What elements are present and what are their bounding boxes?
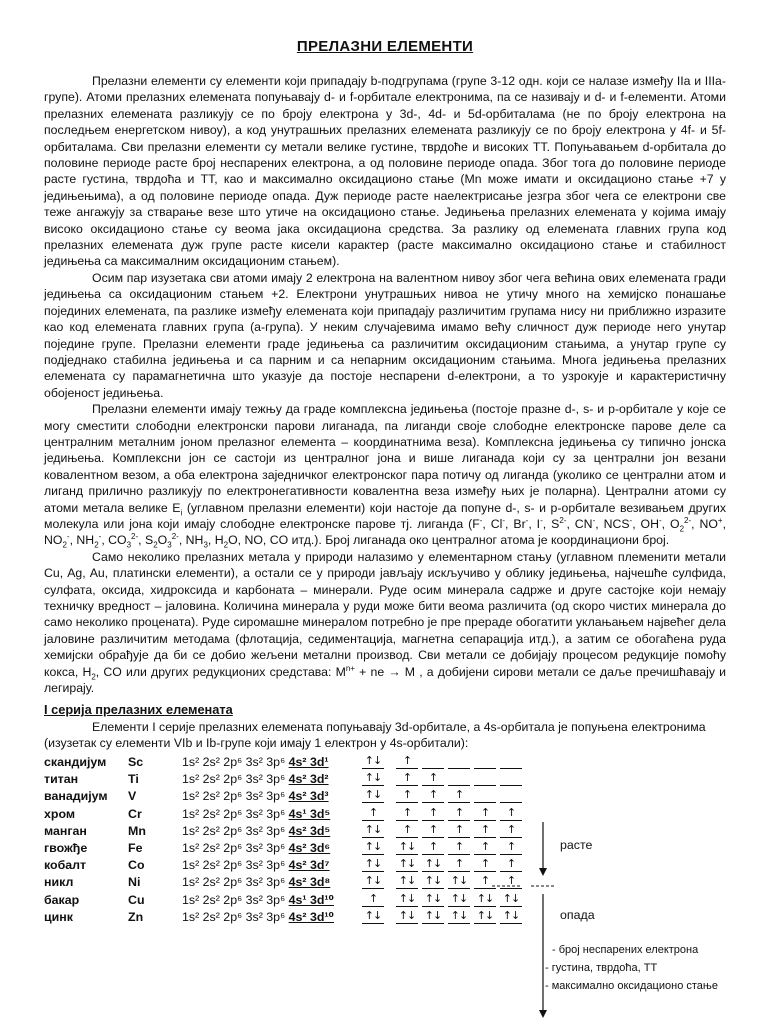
- orbital-diagram: [362, 755, 526, 769]
- orbital-3d: [474, 772, 496, 786]
- config-valence: 4s² 3d⁸: [288, 875, 331, 890]
- orbital-3d: ↑: [448, 841, 470, 855]
- electron-configuration: [182, 789, 362, 803]
- trend-down-arrowhead: [539, 1010, 547, 1018]
- element-row: [44, 908, 726, 925]
- page-title: ПРЕЛАЗНИ ЕЛЕМЕНТИ: [296, 38, 474, 55]
- electron-configuration: [182, 875, 362, 889]
- config-valence: 4s² 3d²: [288, 772, 329, 787]
- element-symbol: V: [128, 789, 137, 804]
- orbital-3d: ↑↓: [474, 893, 496, 907]
- element-name: скандијум: [44, 755, 107, 770]
- orbital-4s: ↑↓: [362, 841, 384, 855]
- element-symbol: Zn: [128, 909, 144, 924]
- electron-configuration: [182, 909, 362, 924]
- element-row: [44, 874, 726, 891]
- paragraph-complexes: Прелазни елементи имају тежњу да граде комплексна једињења (постоје празне d-, s- и p-орбитале у које се могу сместити слободни електронски парови лиганада, па лиганди своје слободне електронске парове деле са централним металним јоном прелазног елемента – координатнима веза). Комплексна једињења су типично јонска једињења. Комплексни јон се састоји из централног јона и више лиганада који су за централни јон везани ковалентном везом, а оба електрона заједничког електронског пара потичу од лиганда (уколико се централни атом и лиганд прилично разликују по електронегативности ковалентна веза између њих је поларна). Централни атоми су атоми метала велике $E_i$ (углавном прелазни елементи) који настоје да попуне d-, s- и p-орбитале везивањем других молекула или јона који имају слободне електронске парове тј. лиганда (F-, Cl-, Br-, I-, $S^{2-}$, CN-, NCS-, OH-, $O_2^{2-}$, NO+, $NO_2^-$, $NH_2^-$, $CO_3^{2-}$, $S_2O_3^{2-}$, $NH_3$, $H_2O$, NO, CO итд.). Број лиганада око централног атома је координациони број.: [44, 402, 727, 550]
- config-valence: 4s² 3d⁷: [288, 858, 330, 873]
- orbital-3d: ↑: [474, 824, 496, 838]
- orbital-4s: ↑↓: [362, 755, 384, 769]
- orbital-3d: ↑↓: [422, 858, 444, 872]
- orbital-3d: ↑: [396, 755, 418, 769]
- orbital-diagram: [362, 789, 526, 803]
- orbital-3d: ↑↓: [448, 875, 470, 889]
- orbital-4s: ↑: [362, 893, 384, 907]
- element-symbol: Co: [128, 858, 145, 873]
- config-valence: 4s² 3d¹: [288, 755, 329, 770]
- orbital-diagram: [362, 875, 526, 889]
- element-symbol: Sc: [128, 755, 144, 770]
- config-core: 1s² 2s² 2p⁶ 3s² 3p⁶: [182, 806, 289, 821]
- orbital-diagram: [362, 858, 526, 872]
- orbital-3d: ↑↓: [396, 858, 418, 872]
- orbital-3d: ↑: [422, 789, 444, 803]
- config-core: 1s² 2s² 2p⁶ 3s² 3p⁶: [182, 875, 289, 890]
- electron-configuration: [182, 892, 362, 907]
- element-row: [44, 753, 726, 770]
- orbital-diagram: [362, 893, 526, 907]
- orbital-3d: ↑: [500, 841, 522, 855]
- orbital-4s: ↑: [362, 807, 384, 821]
- electron-configuration: [182, 858, 362, 872]
- orbital-4s: ↑↓: [362, 875, 384, 889]
- config-valence: 4s¹ 3d⁵: [288, 806, 331, 821]
- config-core: 1s² 2s² 2p⁶ 3s² 3p⁶: [182, 910, 289, 925]
- element-name: цинк: [44, 909, 73, 924]
- orbital-diagram: [362, 807, 526, 821]
- document-page: [44, 38, 726, 925]
- orbital-diagram: [362, 910, 526, 924]
- element-row: [44, 839, 726, 856]
- config-core: 1s² 2s² 2p⁶ 3s² 3p⁶: [182, 858, 289, 873]
- orbital-3d: [500, 789, 522, 803]
- element-symbol: Cu: [128, 892, 145, 907]
- orbital-4s: ↑↓: [362, 858, 384, 872]
- config-core: 1s² 2s² 2p⁶ 3s² 3p⁶: [182, 840, 289, 855]
- orbital-3d: ↑: [422, 841, 444, 855]
- paragraph-intro: Прелазни елементи су елементи који припадају b-подгрупама (групе 3-12 одн. који се налазе између IIa и IIIa-групе). Атоми прелазних елемената попуњавају d- и f-орбитале електронима, па се називају и d- и f-елементи. Атоми прелазних елемената разликују се по броју електрона у 3d-, 4d- и 5d-орбиталама (не по броју електрона на последњем енергетском нивоу), а код унутрашњих прелазних елемената разликују се по броју електрона у 4f- и 5f-орбиталама. Сви прелазни елементи су метали велике густине, тврдоће и високих ТТ. Попуњавањем d-орбитала до половине периоде расте број неспарених електрона, а од половине периоде опада. Због тога до половине периоде расте густина, тврдоћа и ТТ, као и максимално оксидационо стање (Mn може имати и оксидационо стање +7 у једињењима), а од половине периоде опада. Дуж периоде расте наелектрисање језгра због чега се електрони све теже ангажују за стварање везе што утиче на оксидационо стање. Једињења прелазних елемената у којима имају високо оксидационо стање су веома јака оксидациона средства. За разлику од елемената главних група код прелазних елемената дуж групе расте кисели карактер (расте максимално оксидационо стање и стабилност једињења са максималним оксидационим стањем).: [44, 74, 726, 269]
- element-name: кобалт: [44, 858, 87, 873]
- orbital-3d: [448, 772, 470, 786]
- orbital-3d: ↑: [500, 858, 522, 872]
- paragraph-oxidation: Осим пар изузетака сви атоми имају 2 електрона на валентном нивоу због чега већина ових елемената гради једињења са оксидационим стањем +2. Електрони унутрашњих нивоа не утичу много на хемијско понашање појединих елемената, па разлике између елемената који припадају различитим групама нису ни приближно изразите као код елемената главних група (a-група). У неким случајевима имамо већу сличност дуж периоде него унутар појединe групе. Прелазни елементи граде једињења са различитим оксидационим стањима, а унутар групе су подједнако стабилна једињења и са парним и са непарним оксидационим стањима. Многа једињења прелазних елемената су парамагнетична што указује да постоје неспарени d-електрони, а то узрокује и карактеристичну обојеност једињења.: [44, 270, 726, 400]
- orbital-3d: [500, 772, 522, 786]
- orbital-4s: ↑↓: [362, 910, 384, 924]
- paragraph-ores: Само неколико прелазних метала у природи налазимо у елементарном стању (углавном племенити метали Cu, Ag, Au, платински елементи), а остали се у природи јављају искључиво у облику једињења, најчешће сулфида, сулфата, оксида, хидроксида и карбоната – минерали. Руде осим минерала садрже и друге састојке који немају техничку вредност – јаловина. Количина минерала у руди може бити веома различита (од скоро чистих минерала до само неколико процената). Руде сиромашне минералом потребно је пре прераде обогатити уклањањем највећег дела јаловине различитим методама (флотација, седиментација, магнетна сепарација итд.), а затим се обогаћена руда хемијски обрађује да би се добио жељени метални производ. Сви метали се добијају процесом редукције помоћу кокса, $H_2$, CO или других редукционих средстава: $M^{n+}$ + ne → M , а добијени сирови метали се даље пречишћавају и легирају.: [44, 549, 727, 696]
- orbital-diagram: [362, 772, 526, 786]
- legend-oxidation: - максимално оксидационо стање: [545, 980, 718, 992]
- orbital-3d: ↑: [422, 772, 444, 786]
- orbital-4s: ↑↓: [362, 772, 384, 786]
- orbital-3d: ↑↓: [500, 893, 522, 907]
- electron-configuration: [182, 772, 362, 786]
- trend-up-label: расте: [560, 838, 593, 852]
- section-intro: Елементи I серије прелазних елемената попуњавају 3d-орбитале, а 4s-орбитала је попуњена електронима (изузетак су елементи VIb и Ib-групе који имају 1 електрон у 4s-орбитали):: [44, 720, 706, 751]
- orbital-3d: ↑: [500, 824, 522, 838]
- config-core: 1s² 2s² 2p⁶ 3s² 3p⁶: [182, 755, 289, 770]
- orbital-3d: [422, 755, 444, 769]
- element-row: [44, 771, 726, 788]
- config-valence: 4s¹ 3d¹⁰: [288, 893, 334, 908]
- element-name: гвожђе: [44, 840, 88, 855]
- element-name: никл: [44, 875, 74, 890]
- element-row: [44, 805, 726, 822]
- orbital-3d: ↑: [396, 807, 418, 821]
- legend-unpaired: - број неспарених електрона: [552, 944, 699, 956]
- orbital-3d: ↑: [474, 875, 496, 889]
- element-symbol: Ti: [128, 772, 139, 787]
- orbital-4s: ↑↓: [362, 789, 384, 803]
- orbital-3d: ↑: [448, 824, 470, 838]
- electron-configuration: [182, 755, 362, 769]
- config-core: 1s² 2s² 2p⁶ 3s² 3p⁶: [182, 823, 289, 838]
- orbital-3d: ↑: [474, 858, 496, 872]
- element-symbol: Cr: [128, 806, 142, 821]
- electron-configuration: [182, 824, 362, 838]
- orbital-3d: ↑: [396, 789, 418, 803]
- config-core: 1s² 2s² 2p⁶ 3s² 3p⁶: [182, 893, 289, 908]
- orbital-3d: ↑: [474, 807, 496, 821]
- element-name: ванадијум: [44, 789, 108, 804]
- trend-down-label: опада: [560, 908, 595, 922]
- orbital-3d: ↑: [448, 807, 470, 821]
- orbital-3d: ↑↓: [396, 910, 418, 924]
- electron-configuration: [182, 841, 362, 855]
- orbital-3d: ↑: [448, 858, 470, 872]
- orbital-3d: ↑↓: [422, 910, 444, 924]
- orbital-3d: ↑↓: [396, 875, 418, 889]
- orbital-3d: ↑: [422, 824, 444, 838]
- config-valence: 4s² 3d⁵: [288, 823, 331, 838]
- orbital-3d: [474, 789, 496, 803]
- orbital-3d: [474, 755, 496, 769]
- orbital-3d: ↑: [422, 807, 444, 821]
- config-valence: 4s² 3d¹⁰: [288, 910, 334, 925]
- legend-density: - густина, тврдоћа, ТТ: [545, 962, 658, 974]
- orbital-3d: ↑↓: [396, 893, 418, 907]
- orbital-3d: ↑: [396, 772, 418, 786]
- config-core: 1s² 2s² 2p⁶ 3s² 3p⁶: [182, 789, 289, 804]
- element-row: [44, 857, 726, 874]
- element-name: хром: [44, 806, 76, 821]
- electron-configuration: [182, 807, 362, 821]
- orbital-3d: ↑↓: [422, 875, 444, 889]
- orbital-3d: ↑: [500, 807, 522, 821]
- orbital-diagram: [362, 841, 526, 855]
- orbital-3d: ↑↓: [422, 893, 444, 907]
- element-symbol: Mn: [128, 823, 146, 838]
- element-row: [44, 891, 726, 908]
- config-valence: 4s² 3d³: [288, 789, 329, 804]
- orbital-3d: ↑: [396, 824, 418, 838]
- element-symbol: Ni: [128, 875, 141, 890]
- orbital-3d: ↑↓: [396, 841, 418, 855]
- orbital-3d: ↑: [500, 875, 522, 889]
- element-name: манган: [44, 823, 87, 838]
- electron-config-table: [44, 753, 726, 925]
- element-symbol: Fe: [128, 840, 143, 855]
- config-core: 1s² 2s² 2p⁶ 3s² 3p⁶: [182, 772, 289, 787]
- orbital-4s: ↑↓: [362, 824, 384, 838]
- orbital-3d: ↑↓: [448, 910, 470, 924]
- orbital-3d: ↑↓: [500, 910, 522, 924]
- element-row: [44, 788, 726, 805]
- config-valence: 4s² 3d⁶: [288, 840, 331, 855]
- element-name: титан: [44, 772, 79, 787]
- section-title: I серија прелазних елемената: [44, 702, 233, 718]
- orbital-3d: ↑↓: [474, 910, 496, 924]
- orbital-3d: ↑: [474, 841, 496, 855]
- element-row: [44, 822, 726, 839]
- element-name: бакар: [44, 892, 80, 907]
- orbital-3d: [500, 755, 522, 769]
- orbital-3d: ↑: [448, 789, 470, 803]
- orbital-3d: ↑↓: [448, 893, 470, 907]
- orbital-diagram: [362, 824, 526, 838]
- orbital-3d: [448, 755, 470, 769]
